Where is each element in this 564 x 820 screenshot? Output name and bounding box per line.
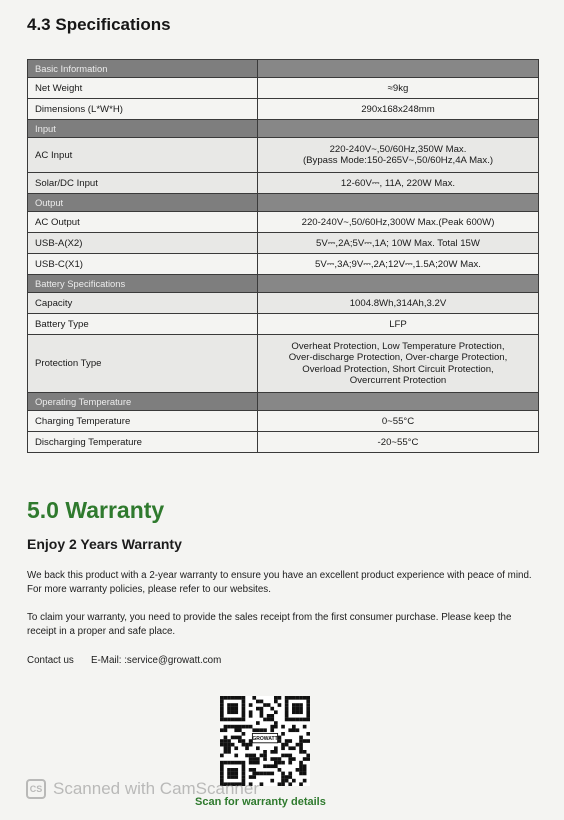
spec-section-header (28, 275, 539, 293)
spec-value: 12-60V⎓, 11A, 220W Max. (258, 173, 539, 194)
warranty-paragraph-2: To claim your warranty, you need to provide the sales receipt from the first consumer purchase. Please keep the receipt in a proper and safe place. (27, 612, 512, 637)
spec-value: -20~55°C (258, 432, 539, 453)
spec-value: 220-240V~,50/60Hz,300W Max.(Peak 600W) (258, 212, 539, 233)
spec-row (28, 138, 539, 173)
spec-section-header (28, 393, 539, 411)
scanner-watermark (26, 779, 259, 799)
contact-label: Contact us (27, 655, 74, 666)
spec-section-blank (258, 275, 539, 293)
qr-logo-text: GROWATT (252, 735, 278, 742)
spec-section-header (28, 194, 539, 212)
warranty-subheading: Enjoy 2 Years Warranty (27, 536, 182, 552)
qr-caption: Scan for warranty details (195, 796, 326, 808)
spec-row (28, 233, 539, 254)
contact-line (27, 655, 222, 666)
spec-row (28, 173, 539, 194)
spec-section-title: Input (28, 120, 258, 138)
spec-value: 5V⎓,2A;5V⎓,1A; 10W Max. Total 15W (258, 233, 539, 254)
spec-section-blank (258, 60, 539, 78)
spec-section-title: Output (28, 194, 258, 212)
spec-row (28, 314, 539, 335)
scanner-watermark-text: Scanned with CamScanner (53, 779, 260, 798)
spec-label: Capacity (28, 293, 258, 314)
spec-value: ≈9kg (258, 78, 539, 99)
spec-section-header (28, 120, 539, 138)
spec-section-title: Operating Temperature (28, 393, 258, 411)
warranty-heading: 5.0 Warranty (27, 497, 165, 523)
spec-label: AC Output (28, 212, 258, 233)
spec-label: Solar/DC Input (28, 173, 258, 194)
contact-email: E-Mail: :service@growatt.com (91, 655, 222, 666)
warranty-paragraph-1: We back this product with a 2-year warranty to ensure you have an excellent product experience with peace of mind. For more warranty policies, please refer to our websites. (27, 570, 532, 595)
spec-label: Battery Type (28, 314, 258, 335)
spec-value: 5V⎓,3A;9V⎓,2A;12V⎓,1.5A;20W Max. (258, 254, 539, 275)
spec-row (28, 432, 539, 453)
specifications-table (27, 59, 539, 453)
camscanner-logo-icon: CS (26, 779, 46, 799)
spec-label: USB-C(X1) (28, 254, 258, 275)
spec-value: 1004.8Wh,314Ah,3.2V (258, 293, 539, 314)
spec-section-blank (258, 120, 539, 138)
spec-value: 220-240V~,50/60Hz,350W Max. (Bypass Mode:150-265V~,50/60Hz,4A Max.) (258, 138, 539, 173)
spec-section-blank (258, 194, 539, 212)
spec-label: Protection Type (28, 335, 258, 393)
spec-section-title: Basic Information (28, 60, 258, 78)
spec-value: LFP (258, 314, 539, 335)
spec-row (28, 212, 539, 233)
spec-row (28, 99, 539, 120)
spec-label: Net Weight (28, 78, 258, 99)
warranty-qr-code[interactable] (220, 696, 310, 786)
spec-row (28, 78, 539, 99)
spec-row (28, 293, 539, 314)
spec-value: Overheat Protection, Low Temperature Protection, Over-discharge Protection, Over-charge Protection, Overload Protection, Short Circuit Protection, Overcurrent Protection (258, 335, 539, 393)
specifications-table-body (28, 60, 539, 453)
spec-label: AC Input (28, 138, 258, 173)
spec-label: Discharging Temperature (28, 432, 258, 453)
specifications-heading: 4.3 Specifications (27, 15, 171, 34)
spec-label: Charging Temperature (28, 411, 258, 432)
spec-section-title: Battery Specifications (28, 275, 258, 293)
spec-label: Dimensions (L*W*H) (28, 99, 258, 120)
spec-section-header (28, 60, 539, 78)
spec-label: USB-A(X2) (28, 233, 258, 254)
spec-row (28, 254, 539, 275)
spec-row (28, 411, 539, 432)
spec-section-blank (258, 393, 539, 411)
spec-value: 290x168x248mm (258, 99, 539, 120)
spec-row (28, 335, 539, 393)
spec-value: 0~55°C (258, 411, 539, 432)
